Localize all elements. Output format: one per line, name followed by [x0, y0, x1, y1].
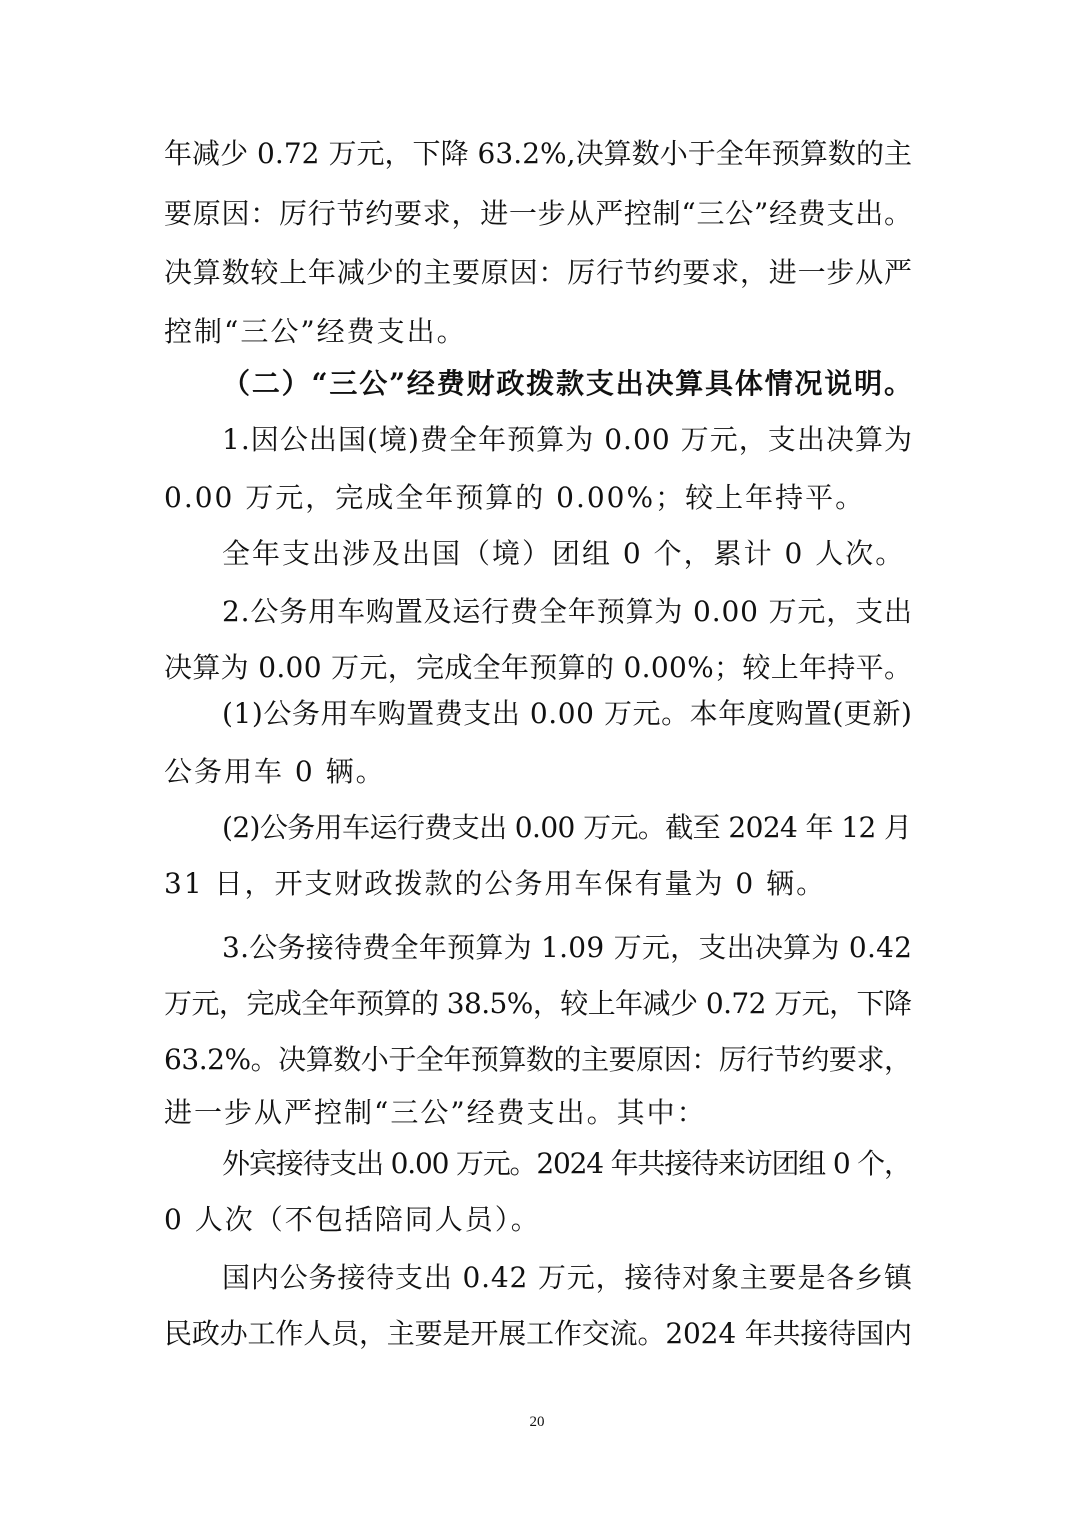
paragraph-line: 万元，完成全年预算的 38.5%，较上年减少 0.72 万元，下降 [164, 987, 912, 1020]
paragraph-line: 0.00 万元，完成全年预算的 0.00%；较上年持平。 [164, 481, 866, 514]
paragraph-line: 国内公务接待支出 0.42 万元，接待对象主要是各乡镇 [222, 1261, 913, 1294]
paragraph-line: 民政办工作人员，主要是开展工作交流。2024 年共接待国内 [164, 1317, 912, 1350]
paragraph-line: (2)公务用车运行费支出 0.00 万元。截至 2024 年 12 月 [222, 811, 912, 844]
paragraph-line: 31 日，开支财政拨款的公务用车保有量为 0 辆。 [164, 867, 827, 900]
paragraph-line: 决算数较上年减少的主要原因：厉行节约要求，进一步从严 [164, 256, 913, 289]
paragraph-line: 外宾接待支出 0.00 万元。2024 年共接待来访团组 0 个， [222, 1147, 911, 1180]
paragraph-line: 要原因：厉行节约要求，进一步从严控制“三公”经费支出。 [164, 197, 913, 230]
paragraph-line: 2.公务用车购置及运行费全年预算为 0.00 万元，支出 [222, 595, 913, 628]
paragraph-line: 公务用车 0 辆。 [164, 755, 386, 788]
paragraph-line: 1.因公出国(境)费全年预算为 0.00 万元，支出决算为 [222, 423, 914, 456]
paragraph-line: (1)公务用车购置费支出 0.00 万元。本年度购置(更新) [222, 697, 913, 730]
section-heading: （二）“三公”经费财政拨款支出决算具体情况说明。 [222, 367, 914, 400]
paragraph-line: 年减少 0.72 万元，下降 63.2%,决算数小于全年预算数的主 [164, 137, 913, 170]
paragraph-line: 全年支出涉及出国（境）团组 0 个，累计 0 人次。 [222, 537, 906, 570]
paragraph-line: 控制“三公”经费支出。 [164, 315, 467, 348]
paragraph-line: 决算为 0.00 万元，完成全年预算的 0.00%；较上年持平。 [164, 651, 913, 684]
paragraph-line: 进一步从严控制“三公”经费支出。其中： [164, 1096, 707, 1129]
page-number: 20 [529, 1414, 545, 1430]
paragraph-line: 63.2%。决算数小于全年预算数的主要原因：厉行节约要求， [164, 1043, 912, 1076]
paragraph-line: 0 人次（不包括陪同人员）。 [164, 1203, 541, 1236]
paragraph-line: 3.公务接待费全年预算为 1.09 万元，支出决算为 0.42 [222, 931, 913, 964]
